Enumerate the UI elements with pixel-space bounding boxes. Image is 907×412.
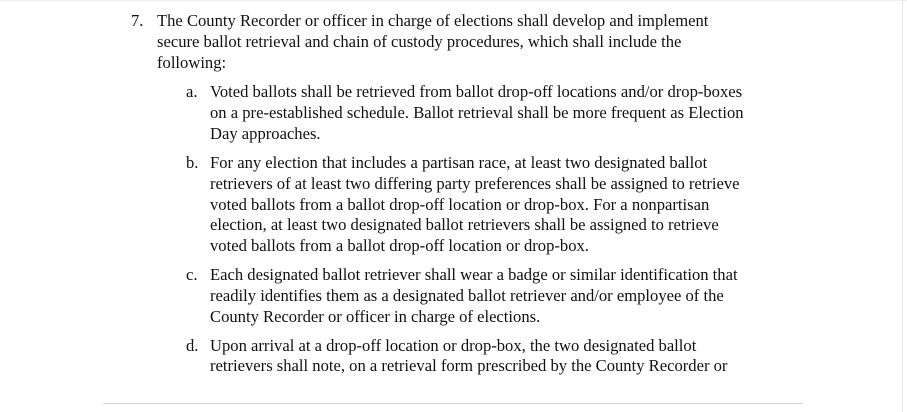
subitem-c-line-2: readily identifies them as a designated ballot retriever and/or employee of the — [210, 286, 724, 305]
subitem-a-letter: a. — [186, 82, 198, 101]
subitem-c-line-1: Each designated ballot retriever shall wear a badge or similar identification that — [210, 265, 738, 284]
subitem-d-letter: d. — [186, 336, 199, 355]
item-7-line-2: secure ballot retrieval and chain of custody procedures, which shall include the — [157, 32, 682, 51]
item-7-line-3: following: — [157, 53, 227, 72]
subitem-a-line-2: on a pre-established schedule. Ballot retrieval shall be more frequent as Election — [210, 103, 744, 122]
page-bottom-divider — [103, 403, 803, 404]
subitem-d-line-2: retrievers shall note, on a retrieval form prescribed by the County Recorder or — [210, 356, 728, 375]
subitem-b-line-5: voted ballots from a ballot drop-off location or drop-box. — [210, 236, 589, 255]
subitem-b-letter: b. — [186, 153, 199, 172]
item-7-number: 7. — [131, 11, 144, 30]
subitem-d-line-1: Upon arrival at a drop-off location or drop-box, the two designated ballot — [210, 336, 697, 355]
subitem-a-line-1: Voted ballots shall be retrieved from ballot drop-off locations and/or drop-boxes — [210, 82, 743, 101]
subitem-a-line-3: Day approaches. — [210, 124, 321, 143]
subitem-b-line-1: For any election that includes a partisan race, at least two designated ballot — [210, 153, 708, 172]
subitem-b-line-2: retrievers of at least two differing party preferences shall be assigned to retrieve — [210, 174, 740, 193]
subitem-b-line-3: voted ballots from a ballot drop-off location or drop-box. For a nonpartisan — [210, 195, 710, 214]
subitem-c-line-3: County Recorder or officer in charge of elections. — [210, 307, 541, 326]
item-7-line-1: The County Recorder or officer in charge of elections shall develop and implement — [157, 11, 709, 30]
subitem-c-letter: c. — [186, 265, 198, 284]
top-divider — [0, 0, 907, 1]
subitem-b-line-4: election, at least two designated ballot retrievers shall be assigned to retrieve — [210, 215, 719, 234]
right-page-edge — [902, 0, 903, 412]
